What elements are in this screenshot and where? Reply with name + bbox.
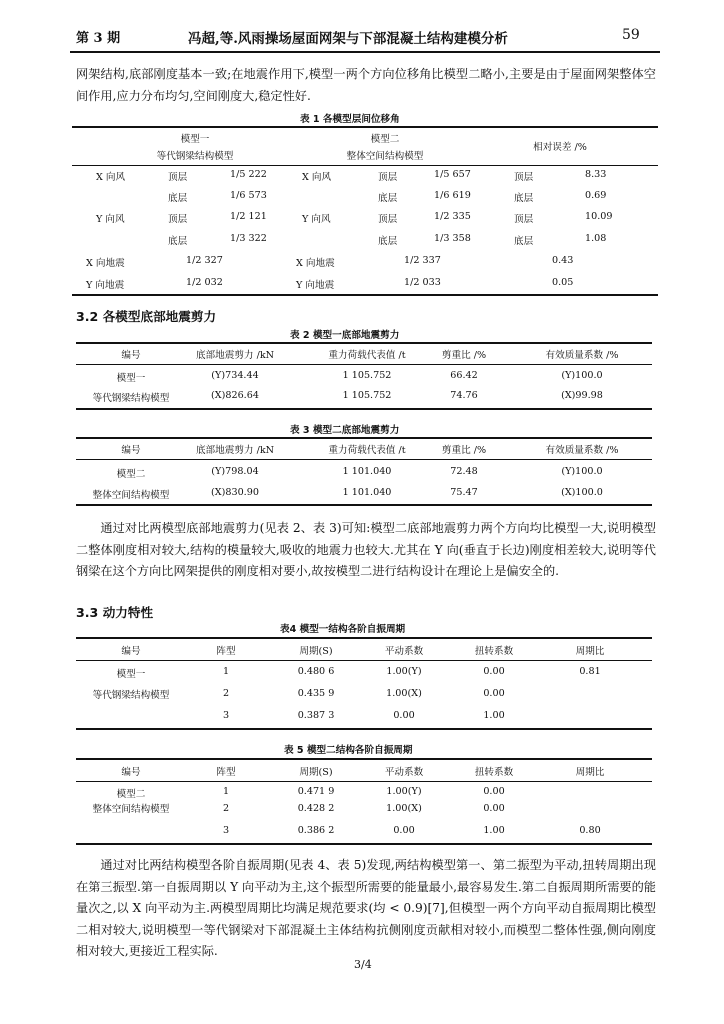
table2-head-cell: 编号	[121, 350, 141, 361]
table1-cell: 1/2 121	[230, 211, 267, 222]
table1-cell: 底层	[514, 236, 534, 247]
section-heading-3-3: 3.3 动力特性	[76, 605, 154, 620]
table1-cell: X 向地震	[296, 258, 335, 269]
table5-cell: 1	[222, 786, 230, 797]
table4-cell: 3	[222, 710, 230, 721]
table5-cell: 0.386 2	[297, 825, 335, 836]
table1-cell: 顶层	[514, 172, 534, 183]
table1-cell: Y 向风	[302, 214, 331, 225]
table1-cell: 0.05	[552, 277, 574, 288]
table2-model-desc: 等代钢梁结构模型	[92, 393, 170, 404]
table1-cell: 底层	[514, 193, 534, 204]
table4-cell: 0.00	[393, 710, 415, 721]
table5-model-name: 模型二	[116, 789, 146, 800]
table5-cell: 1.00(Y)	[386, 786, 422, 797]
table3-cell: (Y)100.0	[561, 466, 603, 477]
table4-cell: 1.00(X)	[386, 688, 422, 699]
table4-head-rule	[76, 660, 652, 661]
table1-cell: Y 向地震	[296, 280, 335, 291]
table3-cell: 1 101.040	[342, 466, 392, 477]
table1-caption: 表 1 各模型层间位移角	[300, 114, 400, 125]
issue-number: 第 3 期	[76, 31, 121, 46]
table5-head-cell: 平动系数	[384, 767, 424, 778]
table2-cell: 66.42	[450, 370, 478, 381]
table2-cell: (Y)100.0	[561, 370, 603, 381]
table1-cell: 底层	[378, 193, 398, 204]
table2-bottom-rule	[76, 408, 652, 410]
table5-cell: 0.471 9	[297, 786, 335, 797]
table4-cell: 1.00(Y)	[386, 666, 422, 677]
table4-bottom-rule	[76, 728, 652, 730]
table1-head-rule	[72, 165, 658, 166]
table5-cell: 2	[222, 803, 230, 814]
table3-cell: 72.48	[450, 466, 478, 477]
table4-cell: 2	[222, 688, 230, 699]
table4-top-rule	[76, 637, 652, 639]
table2-cell: 74.76	[450, 390, 478, 401]
table5-head-cell: 周期(S)	[299, 767, 333, 778]
table3-model-desc: 整体空间结构模型	[92, 490, 170, 501]
table4-head-cell: 编号	[121, 646, 141, 657]
header-rule	[70, 51, 660, 53]
table4-cell: 1	[222, 666, 230, 677]
table3-top-rule	[76, 437, 652, 439]
table1-cell: 1/6 619	[434, 190, 471, 201]
table1-cell: 1/2 337	[404, 255, 441, 266]
table4-model-name: 模型一	[116, 669, 146, 680]
table3-head-cell: 剪重比 /%	[441, 445, 487, 456]
table4-head-cell: 平动系数	[384, 646, 424, 657]
table2-top-rule	[76, 342, 652, 344]
table1-cell: 1/3 322	[230, 233, 267, 244]
table5-cell: 1.00	[483, 825, 505, 836]
table5-head-cell: 阵型	[216, 767, 236, 778]
table1-head-error: 相对误差 /%	[533, 142, 587, 153]
table3-head-cell: 重力荷载代表值 /t	[328, 445, 406, 456]
table4-head-cell: 阵型	[216, 646, 236, 657]
table2-cell: 1 105.752	[342, 370, 392, 381]
table5-model-desc: 整体空间结构模型	[92, 804, 170, 815]
table1-top-rule	[72, 126, 658, 128]
table1-cell: 1/3 358	[434, 233, 471, 244]
table1-cell: Y 向地震	[86, 280, 125, 291]
table4-cell: 0.81	[579, 666, 601, 677]
table1-head-m2-l1: 模型二	[370, 134, 400, 145]
table4-cell: 0.480 6	[297, 666, 335, 677]
table4-cell: 1.00	[483, 710, 505, 721]
table4-head-cell: 周期比	[575, 646, 605, 657]
table3-cell: (Y)798.04	[211, 466, 259, 477]
dynamics-paragraph: 通过对比两结构模型各阶自振周期(见表 4、表 5)发现,两结构模型第一、第二振型为平动,扭转周期出现在第三振型.第一自振周期以 Y 向平动为主,这个振型所需要的能量最小,最容易发生.第二自振周期所需要的能量次之,以 X 向平动为主.两模型周期比均满足规范要求(均 < 0.9)[7],但模型一两个方向平动自振周期比模型二相对较大,说明模型一等代钢梁对下部混凝土主体结构抗侧刚度贡献相对较小,而模型二整体性强,侧向刚度相对较大,更接近工程实际.	[76, 858, 656, 958]
table5-head-cell: 周期比	[575, 767, 605, 778]
table5-cell: 1.00(X)	[386, 803, 422, 814]
table1-cell: X 向风	[96, 172, 126, 183]
table3-head-rule	[76, 459, 652, 460]
table4-cell: 0.435 9	[297, 688, 335, 699]
table1-head-m1-l2: 等代钢梁结构模型	[156, 151, 234, 162]
table4-head-cell: 扭转系数	[474, 646, 514, 657]
table1-cell: 底层	[378, 236, 398, 247]
table1-cell: 1/6 573	[230, 190, 267, 201]
table1-cell: 1.08	[585, 233, 607, 244]
table1-cell: 0.43	[552, 255, 574, 266]
table2-head-cell: 重力荷载代表值 /t	[328, 350, 406, 361]
table1-cell: 1/2 327	[186, 255, 223, 266]
table5-cell: 3	[222, 825, 230, 836]
table3-bottom-rule	[76, 504, 652, 506]
page-footer: 3/4	[354, 958, 372, 971]
table1-cell: 1/2 335	[434, 211, 471, 222]
table2-head-rule	[76, 364, 652, 365]
table4-caption: 表4 模型一结构各阶自振周期	[280, 624, 406, 635]
table3-caption: 表 3 模型二底部地震剪力	[290, 425, 400, 436]
table4-head-cell: 周期(S)	[299, 646, 333, 657]
table5-head-cell: 扭转系数	[474, 767, 514, 778]
shear-paragraph: 通过对比两模型底部地震剪力(见表 2、表 3)可知:模型二底部地震剪力两个方向均比模型一大,说明模型二整体刚度相对较大,结构的模量较大,吸收的地震力也较大.尤其在 Y 向(垂直于长边)刚度相差较大,说明等代钢梁在这个方向比网架提供的刚度相对要小,故按模型二进行结构设计在理论上是偏安全的.	[76, 521, 656, 578]
table1-cell: 8.33	[585, 169, 607, 180]
table3-cell: (X)100.0	[561, 487, 603, 498]
table1-cell: X 向风	[302, 172, 332, 183]
running-title: 冯超,等.风雨操场屋面网架与下部混凝土结构建模分析	[188, 31, 508, 47]
table1-cell: 顶层	[378, 172, 398, 183]
table3-cell: 1 101.040	[342, 487, 392, 498]
table3-cell: (X)830.90	[211, 487, 259, 498]
table5-head-rule	[76, 781, 652, 782]
table1-cell: Y 向风	[96, 214, 125, 225]
intro-paragraph: 网架结构,底部刚度基本一致;在地震作用下,模型一两个方向位移角比模型二略小,主要是由于屋面网架整体空间作用,应力分布均匀,空间刚度大,稳定性好.	[76, 67, 656, 103]
table1-head-m2-l2: 整体空间结构模型	[346, 151, 424, 162]
table1-cell: 顶层	[168, 172, 188, 183]
table5-bottom-rule	[76, 843, 652, 845]
table5-cell: 0.80	[579, 825, 601, 836]
table1-bottom-rule	[72, 294, 658, 296]
table4-cell: 0.00	[483, 688, 505, 699]
table4-cell: 0.387 3	[297, 710, 335, 721]
table1-cell: 1/5 222	[230, 169, 267, 180]
table3-model-name: 模型二	[116, 469, 146, 480]
table5-top-rule	[76, 758, 652, 760]
table2-head-cell: 有效质量系数 /%	[545, 350, 619, 361]
table4-cell: 0.00	[483, 666, 505, 677]
table3-cell: 75.47	[450, 487, 478, 498]
table3-head-cell: 底部地震剪力 /kN	[195, 445, 275, 456]
table5-cell: 0.00	[393, 825, 415, 836]
table1-cell: 1/2 033	[404, 277, 441, 288]
table2-caption: 表 2 模型一底部地震剪力	[290, 330, 400, 341]
table1-cell: X 向地震	[86, 258, 125, 269]
table1-cell: 0.69	[585, 190, 607, 201]
table1-cell: 底层	[168, 236, 188, 247]
table3-head-cell: 有效质量系数 /%	[545, 445, 619, 456]
table5-cell: 0.00	[483, 786, 505, 797]
table1-head-m1-l1: 模型一	[180, 134, 210, 145]
table3-head-cell: 编号	[121, 445, 141, 456]
table2-model-name: 模型一	[116, 373, 146, 384]
page-number: 59	[622, 27, 640, 43]
table2-cell: (X)826.64	[211, 390, 259, 401]
section-heading-3-2: 3.2 各模型底部地震剪力	[76, 309, 217, 324]
table2-cell: (X)99.98	[561, 390, 603, 401]
table5-head-cell: 编号	[121, 767, 141, 778]
table4-model-desc: 等代钢梁结构模型	[92, 690, 170, 701]
table5-caption: 表 5 模型二结构各阶自振周期	[284, 745, 413, 756]
table5-cell: 0.00	[483, 803, 505, 814]
table1-cell: 顶层	[514, 214, 534, 225]
table2-head-cell: 剪重比 /%	[441, 350, 487, 361]
table1-cell: 10.09	[585, 211, 613, 222]
table2-head-cell: 底部地震剪力 /kN	[195, 350, 275, 361]
table1-cell: 顶层	[378, 214, 398, 225]
table1-cell: 1/2 032	[186, 277, 223, 288]
table1-cell: 底层	[168, 193, 188, 204]
table2-cell: 1 105.752	[342, 390, 392, 401]
table1-cell: 1/5 657	[434, 169, 471, 180]
table2-cell: (Y)734.44	[211, 370, 259, 381]
table5-cell: 0.428 2	[297, 803, 335, 814]
table1-cell: 顶层	[168, 214, 188, 225]
